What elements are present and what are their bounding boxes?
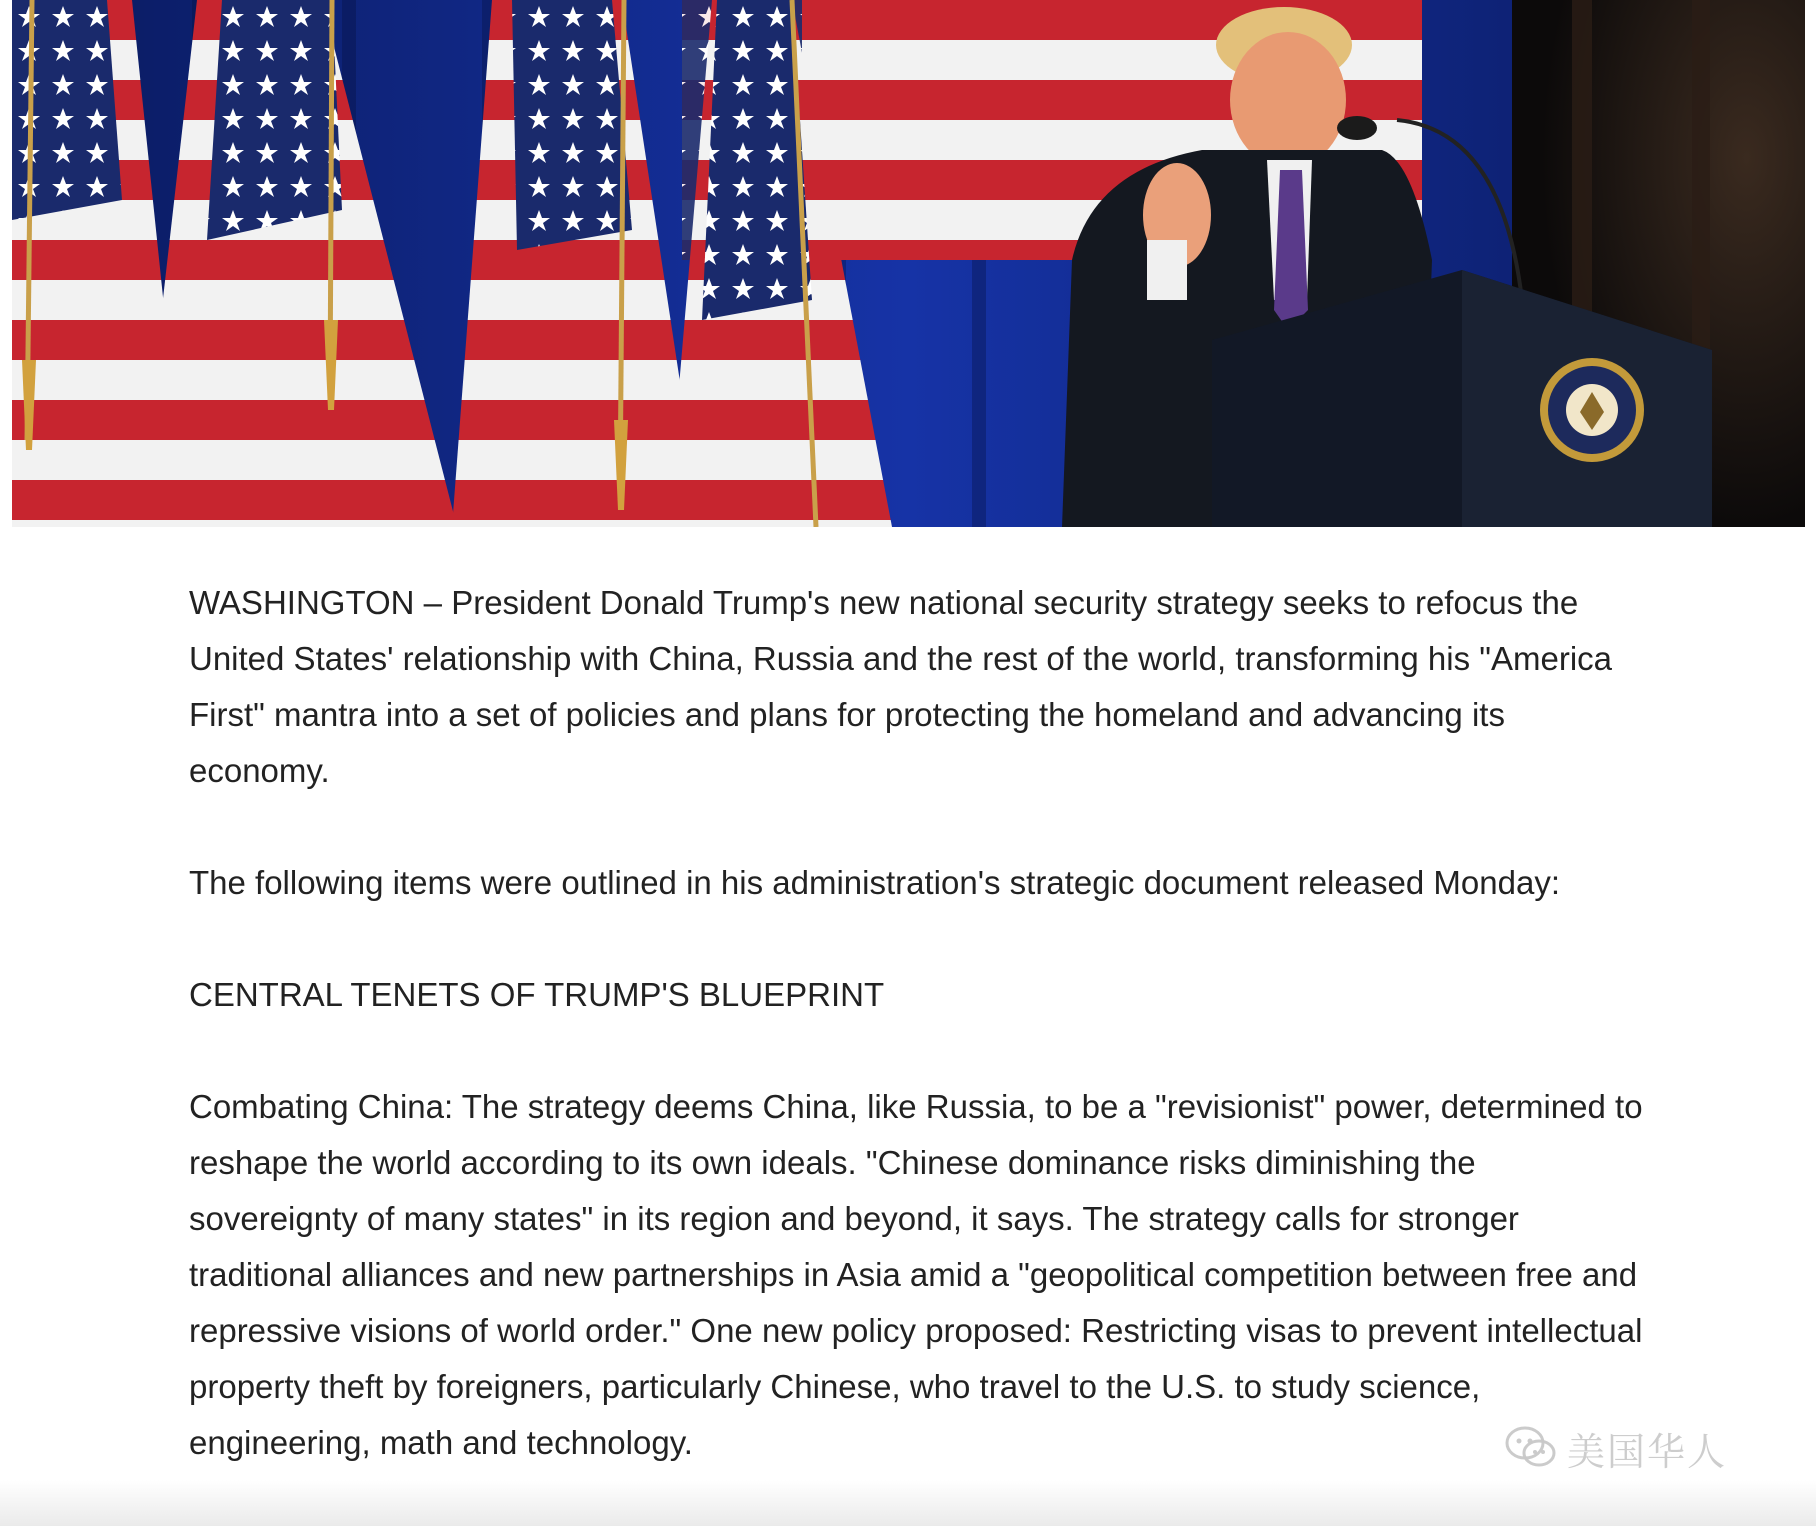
article-paragraph-following: The following items were outlined in his administration's strategic document released Monday: [189,864,1560,901]
wechat-icon [1505,1425,1557,1471]
bottom-fade [0,1480,1816,1526]
hero-image [12,0,1805,527]
watermark-text: 美国华人 [1567,1429,1728,1474]
presidential-seal-icon [1540,358,1644,462]
article-section-heading: CENTRAL TENETS OF TRUMP'S BLUEPRINT [189,976,885,1013]
hero-photo-illustration [12,0,1805,527]
article-paragraph-combating-china: Combating China: The strategy deems China, like Russia, to be a "revisionist" power, determined to reshape the world according to its own ideals. "Chinese dominance risks diminishing the sovereignty of many states" in its region and beyond, it says. The strategy calls for stronger traditional alliances and new partnerships in Asia amid a "geopolitical competition between free and repressive visions of world order." One new policy proposed: Restricting visas to prevent intellectual property theft by foreigners, particularly Chinese, who travel to the U.S. to study science, engineering, math and technology. [189,1088,1643,1461]
article-body [189,575,1649,1471]
watermark [1505,1418,1805,1478]
article-paragraph-intro: WASHINGTON – President Donald Trump's new national security strategy seeks to refocus the United States' relationship with China, Russia and the rest of the world, transforming his "America First" mantra into a set of policies and plans for protecting the homeland and advancing its economy. [189,584,1613,789]
